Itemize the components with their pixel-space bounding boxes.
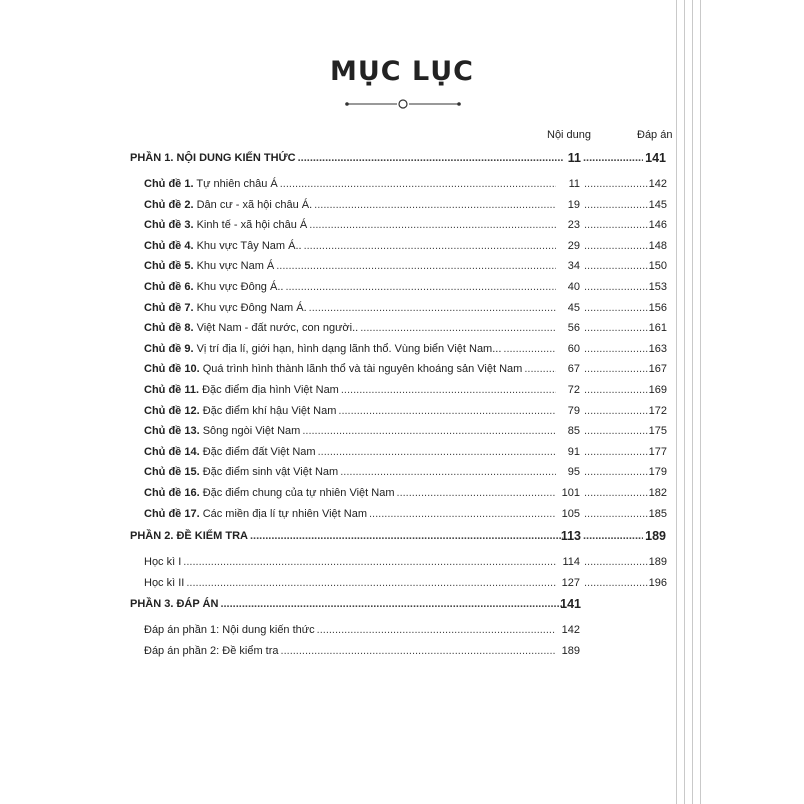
toc-part-page-content: 141 [560, 597, 581, 611]
toc-item-title-cell [144, 555, 556, 569]
toc-item-page-answer: 148 [648, 239, 667, 252]
dot-leader [183, 555, 556, 569]
toc-item-title-cell [144, 445, 556, 459]
toc-item-prefix: Chủ đề 7. [144, 301, 194, 314]
toc-item-row[interactable] [0, 486, 804, 500]
toc-item-text: Học kì I [144, 556, 182, 568]
dot-leader [186, 576, 556, 590]
toc-item-prefix: Chủ đề 6. [144, 281, 194, 293]
toc-item-row[interactable] [0, 342, 804, 356]
toc-item-text: Vị trí địa lí, giới hạn, hình dạng lãnh thổ. Vùng biển Việt Nam... [196, 342, 502, 355]
toc-item-label [144, 259, 276, 273]
dot-leader [302, 424, 556, 438]
toc-part-answer-leader [583, 529, 643, 543]
dot-leader [584, 383, 648, 397]
toc-item-title-cell [144, 239, 556, 253]
column-header-content: Nội dung [547, 129, 592, 141]
toc-item-page-content: 40 [567, 281, 580, 293]
toc-item-label [144, 644, 281, 658]
toc-item-page-answer: 167 [648, 363, 667, 376]
toc-item-title-cell [144, 218, 556, 232]
toc-item-page-content: 105 [561, 507, 580, 520]
dot-leader [584, 342, 648, 356]
toc-item-title-cell [144, 259, 556, 273]
toc-item-prefix: Chủ đề 3. [144, 219, 194, 232]
dot-leader [584, 177, 648, 191]
toc-item-answer-leader [584, 239, 648, 253]
toc-item-row[interactable] [0, 362, 804, 376]
dot-leader [397, 486, 556, 500]
dot-leader [584, 465, 648, 479]
dot-leader [584, 280, 648, 294]
dot-leader [341, 383, 556, 397]
toc-item-page-content: 142 [561, 624, 580, 636]
dot-leader [220, 597, 563, 611]
toc-item-page-answer: 175 [648, 425, 667, 438]
toc-item-prefix: Chủ đề 14. [144, 445, 200, 458]
toc-item-row[interactable] [0, 445, 804, 459]
toc-item-title-cell [144, 280, 556, 294]
toc-item-row[interactable] [0, 383, 804, 397]
toc-item-label [144, 342, 503, 356]
toc-item-title-cell [144, 404, 556, 418]
toc-item-row[interactable] [0, 507, 804, 521]
dot-leader [281, 644, 556, 658]
dot-leader [276, 259, 556, 273]
toc-item-answer-leader [584, 383, 648, 397]
toc-item-text: Khu vực Nam Á [196, 260, 275, 273]
toc-item-title-cell [144, 177, 556, 191]
toc-part-row[interactable] [0, 151, 804, 165]
toc-item-page-answer: 142 [648, 178, 667, 190]
toc-item-text: Đặc điểm đất Việt Nam [202, 445, 316, 458]
toc-item-text: Kinh tế - xã hội châu Á [196, 219, 308, 232]
page-edge-line [684, 0, 685, 804]
toc-item-page-answer: 185 [648, 507, 667, 520]
toc-item-prefix: Chủ đề 2. [144, 198, 194, 211]
toc-item-text: Đặc điểm sinh vật Việt Nam [202, 466, 339, 479]
toc-item-title-cell [144, 644, 556, 658]
toc-item-page-content: 60 [567, 342, 580, 355]
toc-part-page-answer: 141 [645, 151, 666, 165]
toc-item-page-answer: 161 [648, 322, 667, 335]
toc-item-text: Đặc điểm địa hình Việt Nam [202, 384, 339, 396]
dot-leader [338, 404, 556, 418]
toc-item-label [144, 301, 309, 315]
title-ornament-icon [345, 98, 461, 110]
toc-item-text: Khu vực Đông Nam Á. [196, 301, 307, 314]
toc-item-text: Việt Nam - đất nước, con người.. [196, 322, 359, 335]
dot-leader [304, 239, 556, 253]
toc-item-page-answer: 156 [648, 301, 667, 314]
toc-part-title: PHẦN 3. ĐÁP ÁN [130, 598, 219, 610]
toc-item-label [144, 177, 280, 191]
toc-item-answer-leader [584, 424, 648, 438]
toc-item-label [144, 239, 304, 253]
toc-item-label [144, 383, 341, 397]
toc-item-row[interactable] [0, 218, 804, 232]
toc-item-page-content: 79 [567, 404, 580, 417]
toc-item-label [144, 424, 302, 438]
toc-item-label [144, 465, 340, 479]
toc-item-answer-leader [584, 280, 648, 294]
dot-leader [584, 362, 648, 376]
toc-item-page-answer: 196 [648, 576, 667, 589]
toc-item-page-content: 34 [567, 260, 580, 273]
dot-leader [298, 151, 563, 165]
toc-item-text: Khu vực Tây Nam Á.. [196, 239, 302, 252]
dot-leader [317, 623, 556, 637]
toc-item-title-cell [144, 465, 556, 479]
toc-item-text: Đáp án phần 2: Đề kiểm tra [144, 644, 279, 657]
toc-item-prefix: Chủ đề 17. [144, 507, 200, 520]
toc-item-page-answer: 177 [648, 445, 667, 458]
dot-leader [584, 445, 648, 459]
dot-leader [314, 198, 556, 212]
dot-leader [503, 342, 556, 356]
dot-leader [584, 198, 648, 212]
toc-item-page-answer: 163 [648, 342, 667, 355]
dot-leader [309, 301, 556, 315]
toc-part-row[interactable] [0, 529, 804, 543]
toc-item-label [144, 445, 318, 459]
toc-item-label [144, 280, 285, 294]
toc-item-text: Khu vực Đông Á.. [196, 281, 284, 293]
dot-leader [583, 529, 643, 543]
page-edge-line [700, 0, 701, 804]
toc-item-answer-leader [584, 218, 648, 232]
toc-item-page-content: 95 [567, 466, 580, 479]
toc-item-title-cell [144, 507, 556, 521]
toc-item-answer-leader [584, 362, 648, 376]
toc-item-page-content: 29 [567, 239, 580, 252]
page-edge-line [676, 0, 677, 804]
toc-item-page-answer: 146 [648, 219, 667, 232]
toc-part-page-answer: 189 [645, 529, 666, 543]
toc-item-page-content: 45 [567, 301, 580, 314]
toc-item-answer-leader [584, 259, 648, 273]
toc-item-row[interactable] [0, 404, 804, 418]
toc-item-page-answer: 182 [648, 487, 667, 499]
toc-item-row[interactable] [0, 576, 804, 590]
page-title: MỤC LỤC [330, 56, 474, 87]
toc-item-title-cell [144, 362, 556, 376]
toc-item-page-content: 19 [567, 198, 580, 211]
dot-leader [369, 507, 556, 521]
toc-item-page-content: 72 [567, 384, 580, 396]
toc-item-label [144, 198, 314, 212]
toc-item-row[interactable] [0, 177, 804, 191]
toc-item-row[interactable] [0, 623, 804, 637]
toc-part-title: PHẦN 2. ĐỀ KIỂM TRA [130, 530, 248, 542]
toc-item-page-answer: 169 [648, 384, 667, 396]
toc-item-title-cell [144, 486, 556, 500]
toc-item-label [144, 218, 309, 232]
toc-part-page-content: 11 [567, 151, 581, 165]
toc-item-page-content: 127 [561, 576, 580, 589]
toc-item-prefix: Chủ đề 8. [144, 322, 194, 335]
toc-item-text: Tự nhiên châu Á [196, 178, 278, 190]
toc-item-label [144, 321, 360, 335]
toc-item-row[interactable] [0, 555, 804, 569]
toc-part-answer-leader [583, 151, 643, 165]
dot-leader [524, 362, 556, 376]
toc-item-page-answer: 145 [648, 198, 667, 211]
dot-leader [340, 465, 556, 479]
dot-leader [584, 259, 648, 273]
toc-item-text: Học kì II [144, 576, 185, 589]
dot-leader [584, 239, 648, 253]
toc-item-prefix: Chủ đề 11. [144, 384, 200, 396]
toc-item-label [144, 555, 183, 569]
toc-item-answer-leader [584, 507, 648, 521]
toc-item-prefix: Chủ đề 13. [144, 425, 200, 438]
toc-item-prefix: Chủ đề 16. [144, 487, 200, 499]
toc-item-page-content: 91 [567, 445, 580, 458]
toc-item-title-cell [144, 342, 556, 356]
toc-item-prefix: Chủ đề 4. [144, 239, 194, 252]
toc-item-page-answer: 150 [648, 260, 667, 273]
dot-leader [584, 555, 648, 569]
toc-item-label [144, 404, 338, 418]
toc-item-answer-leader [584, 486, 648, 500]
toc-item-page-answer: 172 [648, 404, 667, 417]
dot-leader [584, 404, 648, 418]
toc-item-text: Đặc điểm chung của tự nhiên Việt Nam [202, 487, 395, 499]
toc-item-row[interactable] [0, 259, 804, 273]
toc-item-page-content: 114 [562, 556, 580, 568]
dot-leader [285, 280, 556, 294]
toc-item-page-content: 189 [561, 644, 580, 657]
toc-item-text: Sông ngòi Việt Nam [202, 425, 301, 438]
toc-item-text: Đáp án phần 1: Nội dung kiến thức [144, 624, 315, 636]
toc-item-row[interactable] [0, 239, 804, 253]
dot-leader [584, 424, 648, 438]
toc-item-title-cell [144, 321, 556, 335]
toc-item-title-cell [144, 198, 556, 212]
toc-item-page-content: 23 [567, 219, 580, 232]
toc-item-row[interactable] [0, 280, 804, 294]
toc-item-title-cell [144, 424, 556, 438]
toc-item-page-answer: 189 [648, 556, 667, 568]
toc-part-row[interactable] [0, 597, 804, 611]
toc-part-title-cell [130, 597, 563, 611]
toc-part-title-cell [130, 151, 563, 165]
toc-item-answer-leader [584, 198, 648, 212]
dot-leader [318, 445, 556, 459]
toc-item-text: Đặc điểm khí hậu Việt Nam [202, 404, 337, 417]
dot-leader [584, 218, 648, 232]
toc-item-text: Các miền địa lí tự nhiên Việt Nam [202, 507, 367, 520]
toc-part-page-content: 113 [560, 529, 581, 543]
toc-item-label [144, 362, 524, 376]
toc-item-row[interactable] [0, 644, 804, 658]
toc-item-row[interactable] [0, 424, 804, 438]
toc-item-prefix: Chủ đề 10. [144, 363, 200, 376]
toc-item-answer-leader [584, 576, 648, 590]
toc-item-page-content: 101 [561, 487, 580, 499]
toc-item-title-cell [144, 576, 556, 590]
toc-item-label [144, 507, 369, 521]
toc-item-prefix: Chủ đề 1. [144, 178, 194, 190]
toc-item-row[interactable] [0, 301, 804, 315]
toc-item-prefix: Chủ đề 9. [144, 342, 194, 355]
page-edge-line [692, 0, 693, 804]
toc-item-row[interactable] [0, 321, 804, 335]
toc-item-page-answer: 153 [648, 281, 667, 293]
toc-item-answer-leader [584, 445, 648, 459]
toc-item-page-answer: 179 [648, 466, 667, 479]
toc-item-answer-leader [584, 321, 648, 335]
dot-leader [583, 151, 643, 165]
toc-part-title-cell [130, 529, 563, 543]
dot-leader [360, 321, 556, 335]
toc-item-prefix: Chủ đề 12. [144, 404, 200, 417]
column-header-answers: Đáp án [637, 129, 673, 141]
toc-item-answer-leader [584, 404, 648, 418]
toc-item-text: Dân cư - xã hội châu Á. [196, 198, 313, 211]
toc-item-answer-leader [584, 555, 648, 569]
toc-item-page-content: 85 [567, 425, 580, 438]
dot-leader [584, 321, 648, 335]
toc-item-page-content: 56 [567, 322, 580, 335]
toc-item-title-cell [144, 383, 556, 397]
dot-leader [584, 301, 648, 315]
dot-leader [250, 529, 563, 543]
toc-item-page-content: 67 [567, 363, 580, 376]
toc-item-answer-leader [584, 342, 648, 356]
toc-item-answer-leader [584, 177, 648, 191]
toc-part-title: PHẦN 1. NỘI DUNG KIẾN THỨC [130, 152, 296, 164]
dot-leader [584, 507, 648, 521]
toc-item-title-cell [144, 623, 556, 637]
toc-item-answer-leader [584, 465, 648, 479]
toc-item-title-cell [144, 301, 556, 315]
toc-item-label [144, 576, 186, 590]
toc-item-text: Quá trình hình thành lãnh thổ và tài nguyên khoáng sản Việt Nam [202, 363, 523, 376]
toc-item-row[interactable] [0, 198, 804, 212]
dot-leader [584, 486, 648, 500]
toc-item-prefix: Chủ đề 15. [144, 466, 200, 479]
toc-item-answer-leader [584, 301, 648, 315]
toc-item-prefix: Chủ đề 5. [144, 260, 194, 273]
toc-item-page-content: 11 [568, 178, 580, 190]
toc-item-label [144, 486, 397, 500]
toc-item-row[interactable] [0, 465, 804, 479]
dot-leader [584, 576, 648, 590]
dot-leader [280, 177, 556, 191]
dot-leader [309, 218, 556, 232]
toc-item-label [144, 623, 317, 637]
